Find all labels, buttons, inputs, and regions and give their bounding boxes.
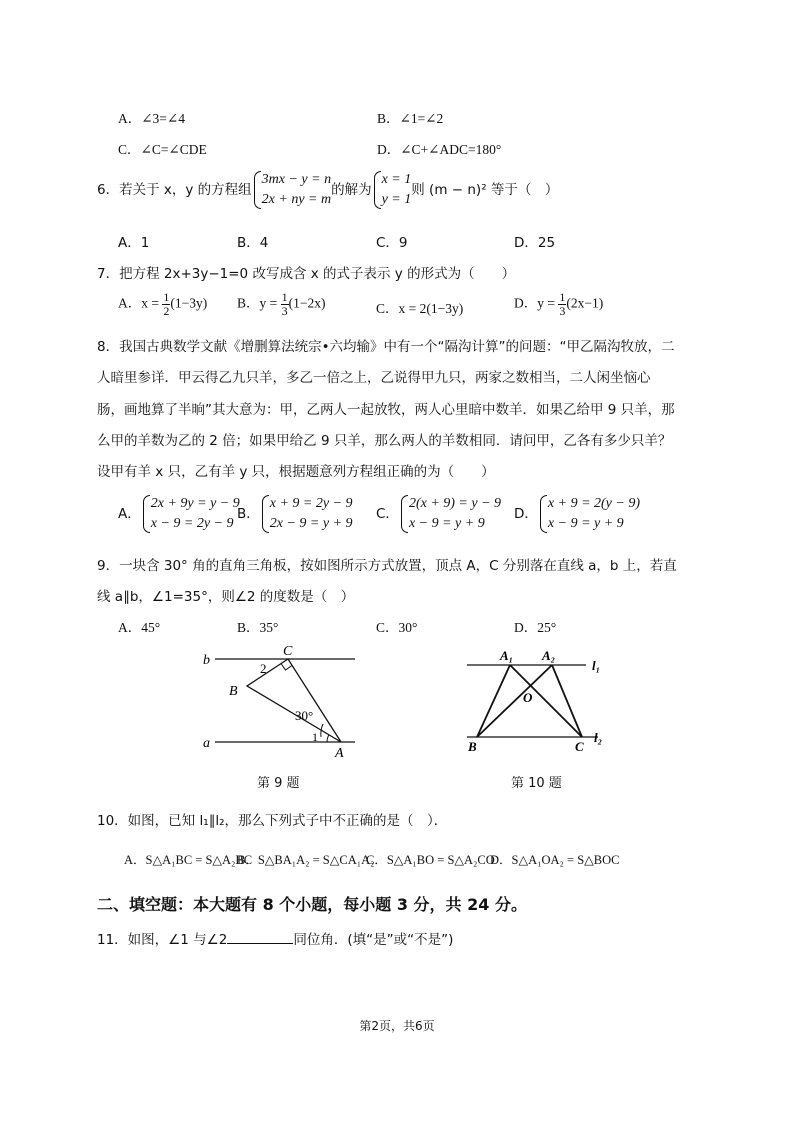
label-l1: l₁ xyxy=(592,658,601,673)
q9-option-c: C．30° xyxy=(376,620,418,635)
label-b10: B xyxy=(468,739,477,754)
q11-answer-blank[interactable] xyxy=(227,931,293,944)
figure-9-caption: 第 9 题 xyxy=(257,776,300,791)
q6-option-b: B．4 xyxy=(237,235,269,251)
q8-a-system xyxy=(141,494,240,534)
q9-option-b: B．35° xyxy=(237,620,279,635)
label-a2: A₂ xyxy=(542,648,556,663)
q10-option-c: C．S△A₁BO = S△A₂CO xyxy=(366,853,495,867)
q6-option-c: C．9 xyxy=(376,235,408,251)
q8-line-5: 设甲有羊 x 只，乙有羊 y 只，根据题意列方程组正确的为（ ） xyxy=(97,464,495,480)
q8-line-4: 么甲的羊数为乙的 2 倍；如果甲给乙 9 只羊，那么两人的羊数相同．请问甲，乙各有多少只羊？ xyxy=(97,433,672,449)
figure-10 xyxy=(462,645,612,757)
q7-b-fraction xyxy=(281,291,289,318)
q10-option-a: A．S△A₁BC = S△A₂BC xyxy=(124,853,253,867)
q8-b-system xyxy=(260,494,353,534)
q8-a-row1: 2x + 9y = y − 9 xyxy=(150,496,240,511)
segment-a2b xyxy=(477,665,552,737)
q8-b-row2: 2x − 9 = y + 9 xyxy=(269,516,353,531)
q6-solution xyxy=(372,170,412,210)
q6-eq2: 2x + ny = m xyxy=(261,192,332,207)
q8-line-1: 8．我国古典数学文献《增删算法统宗•六均输》中有一个“隔沟计算”的问题：“甲乙隔沟牧放，二 xyxy=(97,339,675,355)
q5-option-b: B．∠1=∠2 xyxy=(377,111,444,126)
q7-option-b xyxy=(237,291,325,318)
q7-option-c: C．x = 2(1−3y) xyxy=(376,301,464,316)
q7-b-den: 3 xyxy=(281,304,288,318)
q6-prefix: 6．若关于 x，y 的方程组 xyxy=(97,182,252,198)
q8-c-row1: 2(x + 9) = y − 9 xyxy=(408,496,502,511)
q7-d-post: (2x−1) xyxy=(566,295,604,311)
q8-a-row2: x − 9 = 2y − 9 xyxy=(150,516,234,531)
q10-option-d: D．S△A₁OA₂ = S△BOC xyxy=(490,853,620,867)
q8-option-c xyxy=(376,494,501,534)
q6-option-a: A．1 xyxy=(118,235,150,251)
q7-a-den: 2 xyxy=(163,304,170,318)
label-a-vertex: A xyxy=(335,746,344,761)
q7-option-a xyxy=(118,291,207,318)
label-a1: A₁ xyxy=(500,648,514,663)
q5-option-c: C．∠C=∠CDE xyxy=(118,142,207,157)
q7-a-prefix: A．x = xyxy=(118,295,159,311)
q8-line-3: 肠，画地算了半晌”其大意为：甲，乙两人一起放牧，两人心里暗中数羊．如果乙给甲 9 只羊，那 xyxy=(97,402,675,418)
label-c10: C xyxy=(575,739,584,754)
q8-d-label: D． xyxy=(514,506,538,522)
q7-option-d xyxy=(514,291,603,318)
q8-c-row2: x − 9 = y + 9 xyxy=(408,516,485,531)
segment-a1b xyxy=(477,665,510,737)
q5-option-a: A．∠3=∠4 xyxy=(118,111,185,126)
question-7: 7．把方程 2x+3y−1=0 改写成含 x 的式子表示 y 的形式为（ ） xyxy=(97,266,516,282)
q7-d-num: 1 xyxy=(559,290,566,304)
figure-10-caption: 第 10 题 xyxy=(511,776,562,791)
label-angle-30: 30° xyxy=(295,708,314,723)
q8-d-row2: x − 9 = y + 9 xyxy=(547,516,624,531)
q8-option-b xyxy=(237,494,353,534)
label-angle-2: 2 xyxy=(260,661,267,676)
label-c: C xyxy=(283,644,293,659)
segment-a1c xyxy=(510,665,582,737)
q7-b-num: 1 xyxy=(281,290,288,304)
segment-a2c xyxy=(552,665,582,737)
q8-d-system xyxy=(538,494,640,534)
q8-d-row1: x + 9 = 2(y − 9) xyxy=(547,496,640,511)
q7-a-num: 1 xyxy=(163,290,170,304)
q7-d-prefix: D．y = xyxy=(514,295,555,311)
right-angle-mark xyxy=(281,664,292,671)
q10-option-b: B．S△BA₁A₂ = S△CA₁A₂ xyxy=(237,853,375,867)
q6-eq1: 3mx − y = n xyxy=(261,172,332,187)
q6-mid: 的解为 xyxy=(331,182,372,198)
q6-suffix: 则 (m − n)² 等于（ ） xyxy=(411,182,559,198)
q9-option-d: D．25° xyxy=(514,620,557,635)
q7-a-post: (1−3y) xyxy=(170,295,208,311)
question-6 xyxy=(97,170,558,210)
label-a: a xyxy=(203,736,210,751)
question-10: 10．如图，已知 l₁∥l₂，那么下列式子中不正确的是（ ）． xyxy=(97,813,448,829)
label-b-vertex: B xyxy=(229,684,238,699)
q7-d-den: 3 xyxy=(559,304,566,318)
q7-b-post: (1−2x) xyxy=(288,295,326,311)
q11-suffix: 同位角．(填“是”或“不是”) xyxy=(293,932,454,948)
q8-a-label: A． xyxy=(118,506,141,522)
q8-option-a xyxy=(118,494,240,534)
q9-line-2: 线 a∥b，∠1=35°，则∠2 的度数是（ ） xyxy=(97,589,355,605)
q8-c-system xyxy=(399,494,501,534)
q7-b-prefix: B．y = xyxy=(237,295,278,311)
q6-system xyxy=(252,170,331,210)
q8-line-2: 人暗里参详．甲云得乙九只羊，多乙一倍之上，乙说得甲九只，两家之数相当，二人闲坐恼心 xyxy=(97,370,651,386)
q9-option-a: A．45° xyxy=(118,620,161,635)
q6-sol2: y = 1 xyxy=(381,192,412,207)
page-footer: 第2页，共6页 xyxy=(359,1019,435,1033)
label-o: O xyxy=(523,690,533,705)
q9-line-1: 9．一块含 30° 角的直角三角板，按如图所示方式放置，顶点 A，C 分别落在直线 a，b 上，若直 xyxy=(97,558,677,574)
q11-prefix: 11．如图，∠1 与∠2 xyxy=(97,932,228,948)
figure-9 xyxy=(195,640,365,765)
question-11 xyxy=(97,928,453,948)
angle-1-arc xyxy=(327,735,329,742)
q8-c-label: C． xyxy=(376,506,399,522)
section-2-title: 二、填空题：本大题有 8 个小题，每小题 3 分，共 24 分。 xyxy=(97,895,527,914)
label-angle-1: 1 xyxy=(312,730,318,744)
q6-sol1: x = 1 xyxy=(381,172,412,187)
q8-b-row1: x + 9 = 2y − 9 xyxy=(269,496,353,511)
q6-option-d: D．25 xyxy=(514,235,556,251)
q8-b-label: B． xyxy=(237,506,260,522)
q8-option-d xyxy=(514,494,640,534)
label-l2: l₂ xyxy=(594,730,603,745)
q5-option-d: D．∠C+∠ADC=180° xyxy=(377,142,502,157)
label-b: b xyxy=(203,653,210,668)
